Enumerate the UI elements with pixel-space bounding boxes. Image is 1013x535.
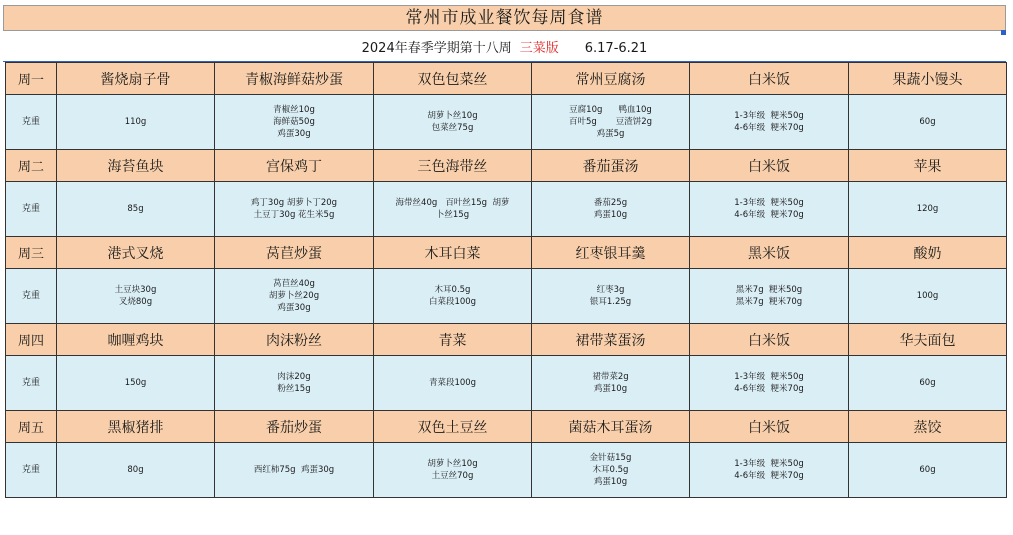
ingredient-cell[interactable] — [215, 95, 374, 150]
ingredient-line: 卜丝15g — [435, 210, 470, 220]
ingredient-cell[interactable] — [849, 356, 1007, 411]
weight-row — [6, 443, 1007, 498]
dish-name-cell[interactable]: 肉沫粉丝 — [215, 324, 374, 356]
version-label: 三菜版 — [519, 41, 559, 56]
dish-row — [6, 411, 1007, 443]
dish-name-cell[interactable]: 白米饭 — [690, 411, 849, 443]
ingredient-line: 青椒丝10g — [273, 105, 315, 115]
dish-name-cell[interactable]: 木耳白菜 — [374, 237, 532, 269]
ingredient-cell[interactable] — [215, 269, 374, 324]
date-range: 6.17-6.21 — [584, 41, 648, 56]
ingredient-line: 银耳1.25g — [589, 297, 632, 307]
ingredient-line: 木耳0.5g — [592, 465, 629, 475]
ingredient-line: 4-6年级 粳米70g — [734, 210, 804, 220]
ingredient-line: 番茄25g — [593, 198, 628, 208]
ingredient-line: 西红柿75g 鸡蛋30g — [253, 465, 335, 475]
ingredient-line: 鸡蛋30g — [277, 129, 311, 139]
ingredient-line: 金针菇15g — [589, 453, 632, 463]
ingredient-cell[interactable] — [374, 95, 532, 150]
ingredient-cell[interactable] — [215, 443, 374, 498]
ingredient-line: 莴苣丝40g — [273, 279, 315, 289]
ingredient-line: 鸡蛋10g — [593, 384, 628, 394]
ingredient-line: 黑米7g 粳米70g — [735, 297, 803, 307]
weight-label: 克重 — [6, 182, 57, 237]
ingredient-line: 鸡蛋5g — [596, 129, 625, 139]
dish-name-cell[interactable]: 果蔬小馒头 — [849, 63, 1007, 95]
ingredient-line: 红枣3g — [596, 285, 625, 295]
ingredient-cell[interactable] — [57, 269, 215, 324]
ingredient-line: 1-3年级 粳米50g — [734, 459, 804, 469]
ingredient-line: 100g — [916, 291, 939, 301]
ingredient-cell[interactable] — [532, 95, 690, 150]
ingredient-line: 海鲜菇50g — [273, 117, 315, 127]
ingredient-line: 胡萝卜丝10g — [427, 459, 478, 469]
dish-name-cell[interactable]: 白米饭 — [690, 324, 849, 356]
dish-name-cell[interactable]: 菌菇木耳蛋汤 — [532, 411, 690, 443]
dish-name-cell[interactable]: 莴苣炒蛋 — [215, 237, 374, 269]
dish-name-cell[interactable]: 番茄蛋汤 — [532, 150, 690, 182]
ingredient-line: 1-3年级 粳米50g — [734, 111, 804, 121]
ingredient-cell[interactable] — [57, 443, 215, 498]
ingredient-cell[interactable] — [690, 269, 849, 324]
ingredient-line: 85g — [127, 204, 144, 214]
ingredient-line: 60g — [919, 465, 936, 475]
dish-name-cell[interactable]: 华夫面包 — [849, 324, 1007, 356]
ingredient-line: 鸡蛋10g — [593, 477, 628, 487]
ingredient-cell[interactable] — [374, 269, 532, 324]
dish-name-cell[interactable]: 白米饭 — [690, 150, 849, 182]
ingredient-line: 鸡蛋10g — [593, 210, 628, 220]
weight-label: 克重 — [6, 356, 57, 411]
dish-name-cell[interactable]: 酱烧扇子骨 — [57, 63, 215, 95]
ingredient-cell[interactable] — [532, 269, 690, 324]
dish-name-cell[interactable]: 番茄炒蛋 — [215, 411, 374, 443]
day-label: 周一 — [6, 63, 57, 95]
dish-name-cell[interactable]: 裙带菜蛋汤 — [532, 324, 690, 356]
ingredient-cell[interactable] — [57, 182, 215, 237]
ingredient-cell[interactable] — [57, 95, 215, 150]
dish-name-cell[interactable]: 青椒海鲜菇炒蛋 — [215, 63, 374, 95]
ingredient-line: 裙带菜2g — [592, 372, 629, 382]
ingredient-cell[interactable] — [215, 356, 374, 411]
dish-name-cell[interactable]: 双色土豆丝 — [374, 411, 532, 443]
menu-title: 常州市成业餐饮每周食谱 — [3, 5, 1006, 31]
ingredient-line: 粉丝15g — [277, 384, 311, 394]
dish-row — [6, 63, 1007, 95]
selection-handle[interactable] — [1001, 30, 1006, 35]
dish-name-cell[interactable]: 苹果 — [849, 150, 1007, 182]
dish-name-cell[interactable]: 酸奶 — [849, 237, 1007, 269]
dish-name-cell[interactable]: 海苔鱼块 — [57, 150, 215, 182]
dish-row — [6, 237, 1007, 269]
ingredient-line: 胡萝卜丝10g — [427, 111, 478, 121]
ingredient-cell[interactable] — [532, 356, 690, 411]
ingredient-cell[interactable] — [374, 443, 532, 498]
day-label: 周三 — [6, 237, 57, 269]
ingredient-line: 4-6年级 粳米70g — [734, 123, 804, 133]
dish-name-cell[interactable]: 三色海带丝 — [374, 150, 532, 182]
ingredient-cell[interactable] — [690, 182, 849, 237]
ingredient-cell[interactable] — [374, 182, 532, 237]
weight-label: 克重 — [6, 269, 57, 324]
weight-label: 克重 — [6, 443, 57, 498]
ingredient-line: 120g — [916, 204, 939, 214]
ingredient-line: 豆腐10g 鸭血10g — [569, 105, 652, 115]
ingredient-line: 胡萝卜丝20g — [268, 291, 320, 301]
weight-row — [6, 182, 1007, 237]
ingredient-cell[interactable] — [690, 356, 849, 411]
dish-name-cell[interactable]: 黑椒猪排 — [57, 411, 215, 443]
weight-row — [6, 95, 1007, 150]
dish-name-cell[interactable]: 青菜 — [374, 324, 532, 356]
ingredient-line: 土豆丁30g 花生米5g — [253, 210, 335, 220]
ingredient-cell[interactable] — [690, 95, 849, 150]
dish-name-cell[interactable]: 双色包菜丝 — [374, 63, 532, 95]
ingredient-line: 1-3年级 粳米50g — [734, 198, 804, 208]
ingredient-line: 150g — [124, 378, 147, 388]
ingredient-line: 4-6年级 粳米70g — [734, 471, 804, 481]
ingredient-cell[interactable] — [57, 356, 215, 411]
ingredient-cell[interactable] — [215, 182, 374, 237]
ingredient-line: 黑米7g 粳米50g — [735, 285, 803, 295]
ingredient-line: 鸡蛋30g — [277, 303, 311, 313]
ingredient-line: 土豆丝70g — [431, 471, 474, 481]
day-label: 周四 — [6, 324, 57, 356]
weight-label: 克重 — [6, 95, 57, 150]
menu-subtitle — [3, 36, 1006, 61]
ingredient-line: 80g — [127, 465, 144, 475]
ingredient-cell[interactable] — [374, 356, 532, 411]
day-label: 周五 — [6, 411, 57, 443]
weight-row — [6, 356, 1007, 411]
dish-row — [6, 150, 1007, 182]
menu-table — [5, 62, 1007, 498]
ingredient-cell[interactable] — [849, 182, 1007, 237]
dish-name-cell[interactable]: 蒸饺 — [849, 411, 1007, 443]
ingredient-line: 百叶5g 豆渣饼2g — [568, 117, 653, 127]
ingredient-cell[interactable] — [849, 443, 1007, 498]
ingredient-line: 青菜段100g — [428, 378, 477, 388]
ingredient-line: 1-3年级 粳米50g — [734, 372, 804, 382]
ingredient-line: 鸡丁30g 胡萝卜丁20g — [250, 198, 338, 208]
ingredient-cell[interactable] — [532, 182, 690, 237]
weight-row — [6, 269, 1007, 324]
ingredient-line: 白菜段100g — [428, 297, 477, 307]
ingredient-cell[interactable] — [690, 443, 849, 498]
ingredient-line: 60g — [919, 378, 936, 388]
dish-name-cell[interactable]: 咖喱鸡块 — [57, 324, 215, 356]
ingredient-line: 叉烧80g — [118, 297, 153, 307]
dish-name-cell[interactable]: 白米饭 — [690, 63, 849, 95]
ingredient-line: 110g — [124, 117, 147, 127]
ingredient-line: 肉沫20g — [277, 372, 311, 382]
ingredient-cell[interactable] — [849, 269, 1007, 324]
dish-name-cell[interactable]: 红枣银耳羹 — [532, 237, 690, 269]
ingredient-cell[interactable] — [849, 95, 1007, 150]
ingredient-cell[interactable] — [532, 443, 690, 498]
dish-name-cell[interactable]: 常州豆腐汤 — [532, 63, 690, 95]
day-label: 周二 — [6, 150, 57, 182]
dish-row — [6, 324, 1007, 356]
ingredient-line: 土豆块30g — [114, 285, 157, 295]
ingredient-line: 包菜丝75g — [431, 123, 474, 133]
week-label: 2024年春季学期第十八周 — [361, 41, 512, 56]
ingredient-line: 60g — [919, 117, 936, 127]
ingredient-line: 木耳0.5g — [434, 285, 471, 295]
ingredient-line: 海带丝40g 百叶丝15g 胡萝 — [395, 198, 510, 208]
dish-name-cell[interactable]: 黑米饭 — [690, 237, 849, 269]
dish-name-cell[interactable]: 宫保鸡丁 — [215, 150, 374, 182]
ingredient-line: 4-6年级 粳米70g — [734, 384, 804, 394]
dish-name-cell[interactable]: 港式叉烧 — [57, 237, 215, 269]
